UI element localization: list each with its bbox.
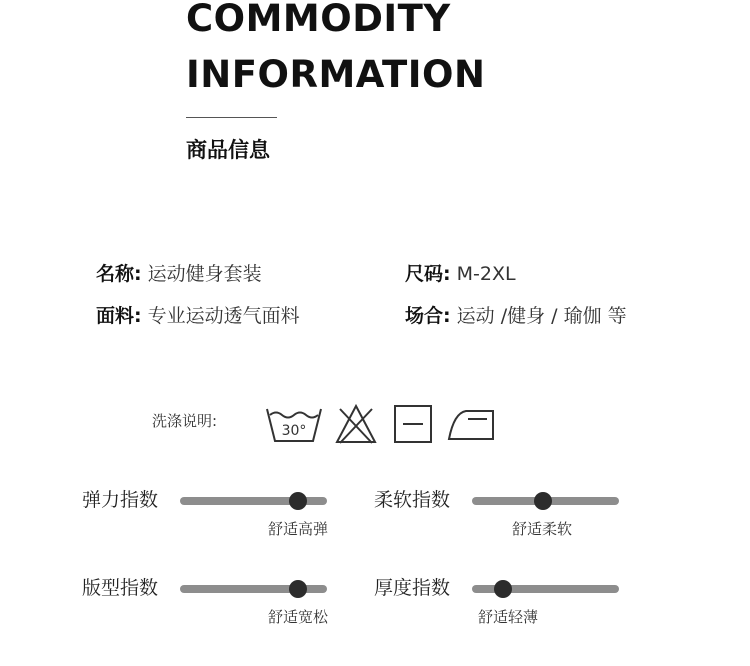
rating-thickness-label: 厚度指数 (374, 577, 451, 599)
rating-thickness-track (472, 585, 619, 593)
rating-softness-level: 舒适柔软 (511, 520, 573, 538)
rating-softness-label: 柔软指数 (374, 489, 451, 511)
rating-elasticity-knob (289, 492, 307, 510)
info-name-key: 名称: (96, 263, 142, 285)
info-size-key: 尺码: (405, 263, 451, 285)
care-label: 洗涤说明: (152, 412, 218, 430)
rating-softness-track (472, 497, 619, 505)
rating-thickness-knob (494, 580, 512, 598)
rating-elasticity-track (180, 497, 327, 505)
wash-30-icon (264, 403, 324, 445)
rating-fit-track (180, 585, 327, 593)
rating-thickness-level: 舒适轻薄 (477, 608, 539, 626)
tumble-dry-icon (393, 403, 435, 445)
info-occasion-value: 运动 /健身 / 瑜伽 等 (456, 305, 627, 327)
no-bleach-icon (334, 403, 378, 445)
info-fabric (96, 307, 300, 326)
title-line-2: INFORMATION (186, 53, 486, 96)
info-occasion-key: 场合: (405, 305, 451, 327)
section-subtitle: 商品信息 (186, 138, 270, 162)
info-size (405, 265, 516, 284)
info-name (96, 265, 262, 284)
rating-elasticity-level: 舒适高弹 (267, 520, 329, 538)
info-fabric-key: 面料: (96, 305, 142, 327)
wash-temp-label: 30° (281, 423, 307, 439)
title-line-1: COMMODITY (186, 0, 451, 40)
title-divider (186, 117, 277, 118)
rating-fit-knob (289, 580, 307, 598)
info-size-value: M-2XL (456, 263, 516, 285)
info-name-value: 运动健身套装 (147, 263, 262, 285)
rating-elasticity-label: 弹力指数 (82, 489, 159, 511)
info-occasion (405, 307, 627, 326)
iron-icon (446, 403, 496, 445)
rating-softness-knob (534, 492, 552, 510)
rating-fit-level: 舒适宽松 (267, 608, 329, 626)
rating-fit-label: 版型指数 (82, 577, 159, 599)
info-fabric-value: 专业运动透气面料 (147, 305, 300, 327)
